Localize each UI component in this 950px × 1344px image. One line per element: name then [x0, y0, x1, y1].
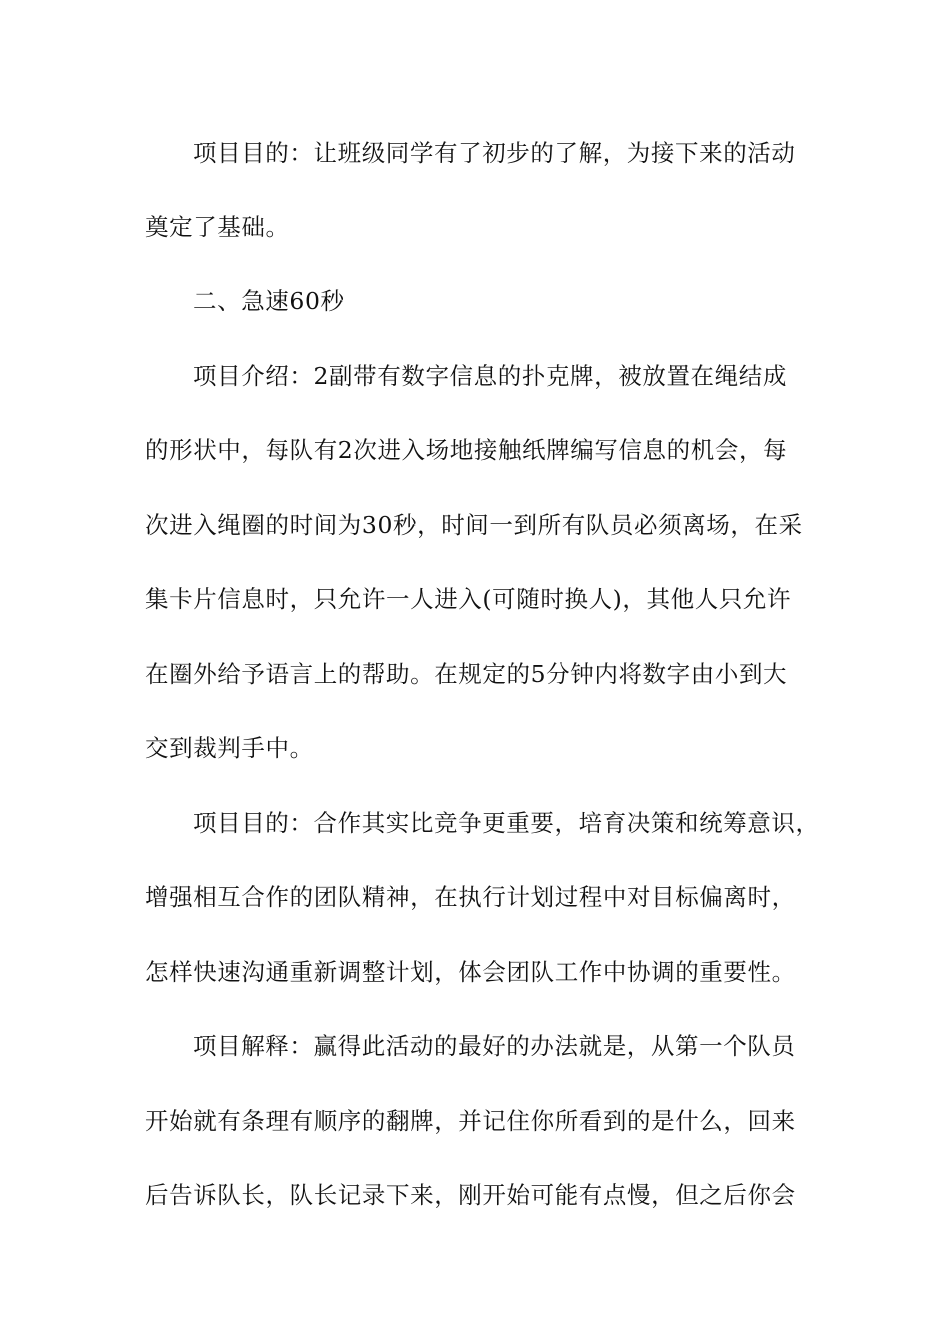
text-line: 的形状中，每队有2次进入场地接触纸牌编写信息的机会，每: [145, 436, 788, 464]
text-line: 集卡片信息时，只允许一人进入(可随时换人)，其他人只允许: [145, 585, 792, 613]
text-line: 增强相互合作的团队精神，在执行计划过程中对目标偏离时，: [145, 883, 796, 911]
text-line: 在圈外给予语言上的帮助。在规定的5分钟内将数字由小到大: [145, 660, 788, 688]
text-line: 奠定了基础。: [145, 213, 290, 241]
text-line: 开始就有条理有顺序的翻牌，并记住你所看到的是什么，回来: [145, 1107, 796, 1135]
text-line: 项目介绍：2副带有数字信息的扑克牌，被放置在绳结成: [193, 362, 787, 390]
text-line: 交到裁判手中。: [145, 734, 314, 762]
section-heading: 二、急速60秒: [193, 287, 345, 315]
text-line: 后告诉队长，队长记录下来，刚开始可能有点慢，但之后你会: [145, 1181, 796, 1209]
text-line: 怎样快速沟通重新调整计划，体会团队工作中协调的重要性。: [145, 958, 796, 986]
text-line: 项目目的：合作其实比竞争更重要，培育决策和统筹意识，: [193, 809, 820, 837]
text-line: 项目目的：让班级同学有了初步的了解，为接下来的活动: [193, 139, 796, 167]
text-line: 次进入绳圈的时间为30秒，时间一到所有队员必须离场，在采: [145, 511, 803, 539]
text-line: 项目解释：赢得此活动的最好的办法就是，从第一个队员: [193, 1032, 796, 1060]
